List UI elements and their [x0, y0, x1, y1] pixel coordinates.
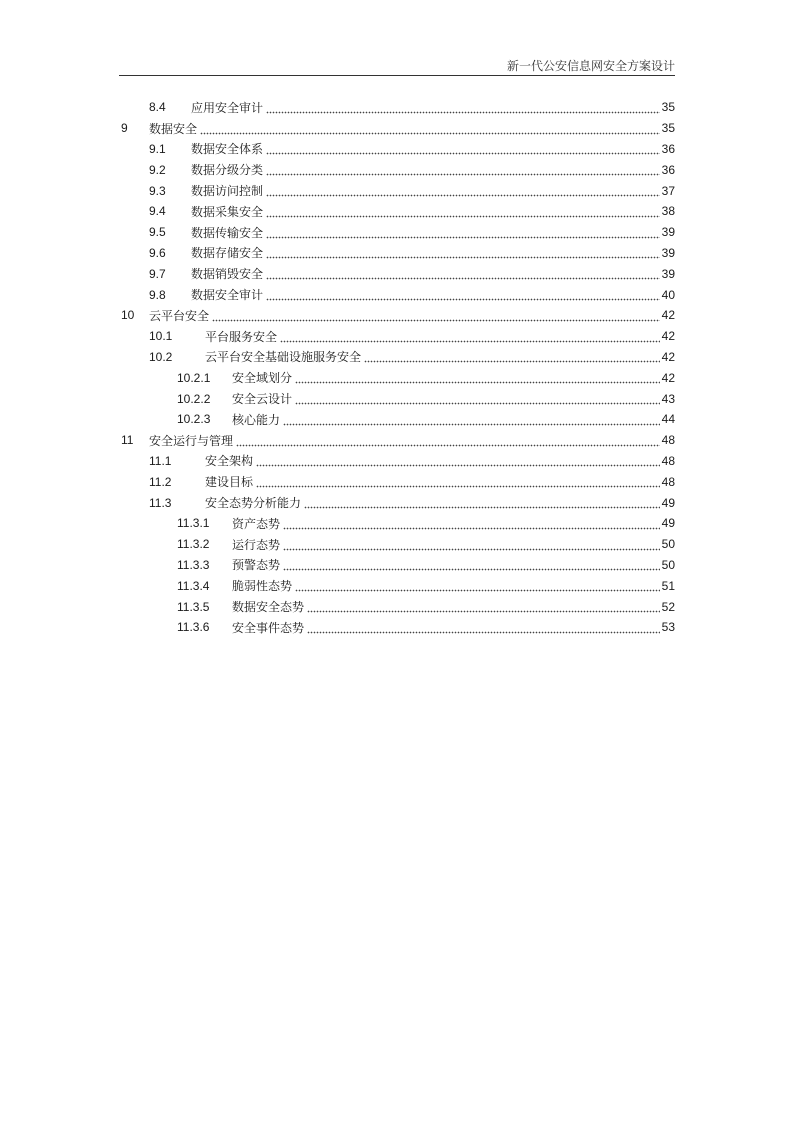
toc-entry-page-number: 36 [661, 141, 675, 156]
toc-entry-number: 11.1 [149, 453, 172, 468]
toc-dot-leader [266, 206, 660, 218]
toc-entry-page-number: 42 [661, 329, 675, 344]
toc-entry[interactable] [119, 263, 675, 284]
toc-entry-line [191, 201, 675, 222]
toc-entry-number: 8.4 [149, 100, 166, 115]
toc-entry-page-number: 39 [661, 225, 675, 240]
toc-entry-line [205, 451, 675, 472]
toc-entry-title: 数据传输安全 [191, 225, 264, 240]
toc-dot-leader [364, 351, 660, 363]
toc-entry-line [205, 347, 675, 368]
toc-entry-page-number: 36 [661, 162, 675, 177]
toc-entry-number: 11.3.1 [177, 516, 210, 531]
toc-entry[interactable] [119, 430, 675, 451]
toc-dot-leader [307, 622, 660, 634]
toc-entry-title: 安全事件态势 [232, 620, 305, 635]
toc-dot-leader [212, 310, 660, 322]
toc-entry-line [191, 159, 675, 180]
toc-entry-number: 11.2 [149, 474, 172, 489]
toc-entry[interactable] [119, 388, 675, 409]
table-of-contents [119, 97, 675, 638]
toc-entry-line [191, 139, 675, 160]
toc-dot-leader [200, 123, 660, 135]
toc-entry-page-number: 42 [661, 370, 675, 385]
toc-dot-leader [266, 102, 660, 114]
toc-entry-line [205, 492, 675, 513]
toc-entry-page-number: 52 [661, 599, 675, 614]
toc-entry-number: 10.2 [149, 349, 173, 364]
toc-dot-leader [256, 455, 660, 467]
toc-entry-title: 平台服务安全 [205, 329, 278, 344]
toc-entry-title: 安全云设计 [232, 392, 293, 407]
toc-entry-page-number: 51 [661, 578, 675, 593]
toc-entry[interactable] [119, 305, 675, 326]
toc-entry-line [232, 617, 675, 638]
toc-entry-page-number: 48 [661, 453, 675, 468]
toc-dot-leader [280, 331, 660, 343]
toc-dot-leader [304, 497, 660, 509]
toc-entry-page-number: 53 [661, 620, 675, 635]
toc-entry-title: 应用安全审计 [191, 100, 264, 115]
toc-entry-title: 数据采集安全 [191, 204, 264, 219]
toc-dot-leader [283, 559, 660, 571]
toc-entry[interactable] [119, 180, 675, 201]
toc-entry[interactable] [119, 326, 675, 347]
toc-entry[interactable] [119, 243, 675, 264]
toc-entry-number: 11.3.6 [177, 620, 210, 635]
toc-dot-leader [256, 476, 660, 488]
toc-entry[interactable] [119, 555, 675, 576]
toc-entry-number: 11.3.5 [177, 599, 210, 614]
toc-entry-title: 安全域划分 [232, 371, 293, 386]
toc-dot-leader [266, 268, 660, 280]
toc-entry-page-number: 43 [661, 391, 675, 406]
toc-entry-line [191, 263, 675, 284]
toc-entry-title: 数据销毁安全 [191, 267, 264, 282]
toc-dot-leader [295, 393, 660, 405]
toc-entry-line [232, 367, 675, 388]
toc-entry-line [232, 388, 675, 409]
toc-entry-number: 10.2.1 [177, 370, 211, 385]
toc-entry-title: 安全运行与管理 [149, 433, 234, 448]
toc-entry-title: 数据安全态势 [232, 600, 305, 615]
toc-entry-line [191, 97, 675, 118]
toc-entry-number: 9.6 [149, 245, 166, 260]
toc-entry-number: 9.5 [149, 225, 166, 240]
toc-entry-number: 9.2 [149, 162, 166, 177]
toc-entry[interactable] [119, 222, 675, 243]
toc-entry-line [149, 118, 675, 139]
toc-entry-page-number: 44 [661, 412, 675, 427]
toc-entry-title: 数据安全 [149, 121, 198, 136]
toc-entry-page-number: 35 [661, 121, 675, 136]
toc-entry[interactable] [119, 347, 675, 368]
toc-entry[interactable] [119, 139, 675, 160]
toc-entry-title: 资产态势 [232, 516, 281, 531]
toc-entry-title: 建设目标 [205, 475, 254, 490]
toc-entry-page-number: 37 [661, 183, 675, 198]
toc-dot-leader [295, 580, 660, 592]
toc-entry-title: 安全态势分析能力 [205, 496, 302, 511]
toc-entry-number: 10.2.3 [177, 412, 211, 427]
toc-entry-page-number: 39 [661, 266, 675, 281]
toc-dot-leader [266, 227, 660, 239]
toc-entry-number: 11.3.2 [177, 537, 210, 552]
toc-entry-title: 脆弱性态势 [232, 579, 293, 594]
toc-dot-leader [307, 601, 660, 613]
toc-entry-line [232, 555, 675, 576]
toc-entry-line [232, 575, 675, 596]
toc-entry-page-number: 39 [661, 245, 675, 260]
toc-entry-number: 9.8 [149, 287, 166, 302]
toc-entry-number: 10.1 [149, 329, 173, 344]
toc-entry-page-number: 38 [661, 204, 675, 219]
toc-entry-number: 9.4 [149, 204, 166, 219]
toc-entry-number: 9.7 [149, 266, 166, 281]
toc-entry-line [232, 596, 675, 617]
toc-entry-line [232, 409, 675, 430]
toc-entry-number: 9.3 [149, 183, 166, 198]
toc-dot-leader [266, 164, 660, 176]
toc-entry-number: 11 [121, 433, 134, 448]
toc-entry-line [191, 180, 675, 201]
toc-entry-title: 数据安全体系 [191, 142, 264, 157]
toc-entry-page-number: 40 [661, 287, 675, 302]
toc-entry[interactable] [119, 513, 675, 534]
toc-entry-number: 9.1 [149, 141, 166, 156]
toc-entry-number: 10 [121, 308, 135, 323]
toc-entry-line [191, 222, 675, 243]
toc-entry-title: 数据分级分类 [191, 163, 264, 178]
toc-entry-page-number: 48 [661, 474, 675, 489]
toc-entry-page-number: 49 [661, 495, 675, 510]
toc-entry[interactable] [119, 367, 675, 388]
toc-entry[interactable] [119, 492, 675, 513]
toc-entry-line [232, 534, 675, 555]
toc-entry-title: 云平台安全 [149, 308, 210, 323]
toc-entry-page-number: 35 [661, 100, 675, 115]
toc-entry[interactable] [119, 575, 675, 596]
toc-entry-page-number: 50 [661, 557, 675, 572]
toc-dot-leader [283, 414, 660, 426]
page-header [119, 59, 675, 76]
toc-entry[interactable] [119, 471, 675, 492]
toc-entry-page-number: 49 [661, 516, 675, 531]
toc-entry-number: 11.3.4 [177, 578, 210, 593]
toc-entry-line [191, 243, 675, 264]
toc-entry-line [205, 471, 675, 492]
toc-entry[interactable] [119, 118, 675, 139]
toc-entry[interactable] [119, 284, 675, 305]
toc-entry-page-number: 50 [661, 537, 675, 552]
toc-entry[interactable] [119, 201, 675, 222]
toc-entry-number: 11.3 [149, 495, 172, 510]
toc-dot-leader [236, 435, 660, 447]
toc-entry[interactable] [119, 159, 675, 180]
toc-entry[interactable] [119, 534, 675, 555]
toc-dot-leader [266, 185, 660, 197]
toc-entry-title: 安全架构 [205, 454, 254, 469]
toc-entry[interactable] [119, 97, 675, 118]
toc-entry-line [205, 326, 675, 347]
toc-entry-title: 云平台安全基础设施服务安全 [205, 350, 362, 365]
toc-entry-number: 10.2.2 [177, 391, 211, 406]
toc-entry-title: 数据安全审计 [191, 288, 264, 303]
toc-entry-title: 数据存储安全 [191, 246, 264, 261]
toc-dot-leader [266, 289, 660, 301]
toc-entry-number: 11.3.3 [177, 557, 210, 572]
toc-entry-title: 核心能力 [232, 412, 281, 427]
toc-entry[interactable] [119, 596, 675, 617]
toc-entry-title: 数据访问控制 [191, 184, 264, 199]
toc-entry-title: 运行态势 [232, 537, 281, 552]
toc-entry[interactable] [119, 409, 675, 430]
toc-entry-line [191, 284, 675, 305]
toc-entry[interactable] [119, 617, 675, 638]
page-header-title: 新一代公安信息网安全方案设计 [506, 59, 675, 73]
toc-entry-title: 预警态势 [232, 558, 281, 573]
toc-entry-page-number: 48 [661, 433, 675, 448]
toc-entry-number: 9 [121, 121, 128, 136]
toc-dot-leader [295, 372, 660, 384]
toc-entry-line [232, 513, 675, 534]
toc-dot-leader [283, 518, 660, 530]
toc-dot-leader [266, 247, 660, 259]
toc-entry-line [149, 305, 675, 326]
toc-entry-page-number: 42 [661, 349, 675, 364]
toc-dot-leader [283, 539, 660, 551]
toc-entry-page-number: 42 [661, 308, 675, 323]
toc-dot-leader [266, 143, 660, 155]
toc-entry-line [149, 430, 675, 451]
toc-entry[interactable] [119, 451, 675, 472]
